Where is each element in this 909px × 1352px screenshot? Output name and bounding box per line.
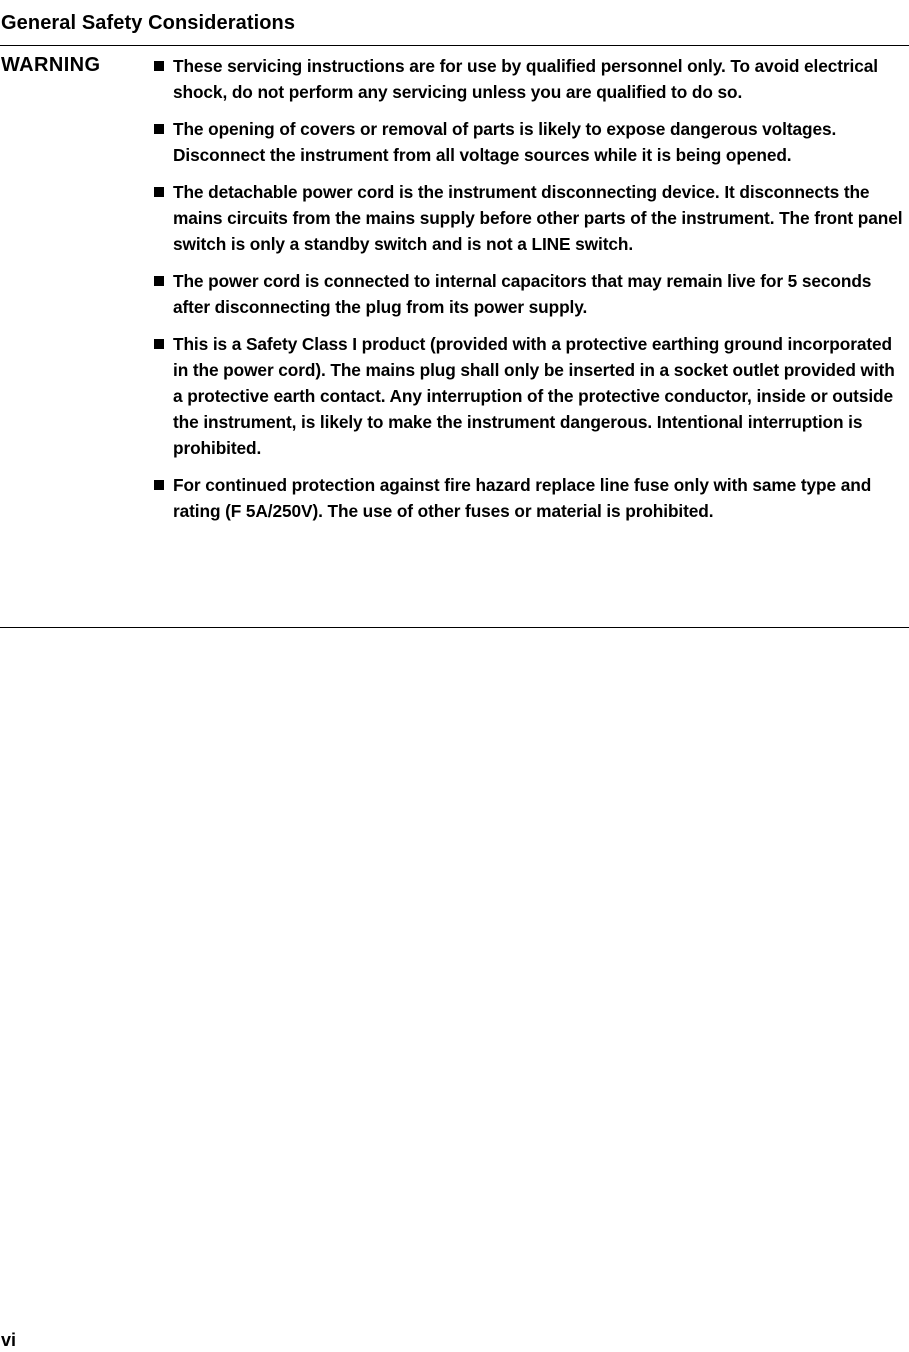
warning-item-text: For continued protection against fire hazard replace line fuse only with same type and rating (F 5A/250V). The use of other fuses or material is prohibited. xyxy=(173,475,872,521)
list-item xyxy=(154,53,906,105)
page-number: vi xyxy=(1,1330,17,1350)
list-item xyxy=(154,268,906,320)
square-bullet-icon xyxy=(154,339,164,349)
list-item xyxy=(154,331,906,461)
warning-item-text: These servicing instructions are for use by qualified personnel only. To avoid electrical shock, do not perform any servicing unless you are qualified to do so. xyxy=(173,56,878,102)
warning-item-text: This is a Safety Class I product (provided with a protective earthing ground incorporated in the power cord). The mains plug shall only be inserted in a socket outlet provided with a protective earth contact. Any interruption of the protective conductor, inside or outside the instrument, is likely to make the instrument dangerous. Intentional interruption is prohibited. xyxy=(173,334,895,458)
warning-item-text: The detachable power cord is the instrument disconnecting device. It disconnects the mains circuits from the mains supply before other parts of the instrument. The front panel switch is only a standby switch and is not a LINE switch. xyxy=(173,182,903,254)
warning-list xyxy=(154,53,906,535)
square-bullet-icon xyxy=(154,124,164,134)
list-item xyxy=(154,179,906,257)
list-item xyxy=(154,472,906,524)
warning-item-text: The opening of covers or removal of parts is likely to expose dangerous voltages. Disconnect the instrument from all voltage sources while it is being opened. xyxy=(173,119,837,165)
list-item xyxy=(154,116,906,168)
square-bullet-icon xyxy=(154,187,164,197)
bottom-divider xyxy=(0,627,909,628)
square-bullet-icon xyxy=(154,480,164,490)
warning-item-text: The power cord is connected to internal capacitors that may remain live for 5 seconds after disconnecting the plug from its power supply. xyxy=(173,271,872,317)
warning-label: WARNING xyxy=(1,54,101,76)
page-title: General Safety Considerations xyxy=(1,12,296,35)
top-divider xyxy=(0,45,909,46)
square-bullet-icon xyxy=(154,61,164,71)
square-bullet-icon xyxy=(154,276,164,286)
